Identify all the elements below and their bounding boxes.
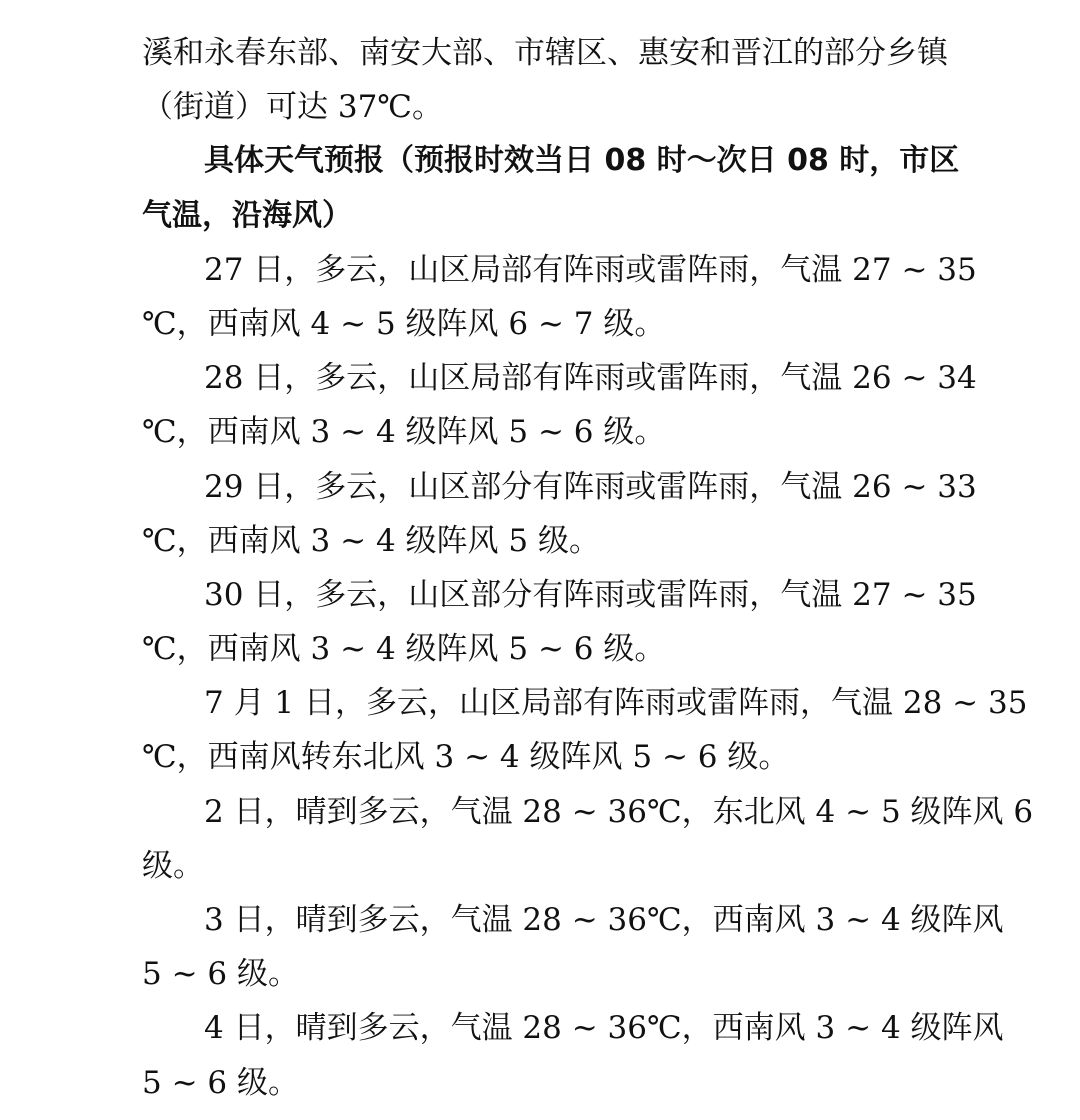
forecast-heading-line-2: 气温，沿海风） xyxy=(142,197,352,233)
forecast-28-line-1: 28 日，多云，山区局部有阵雨或雷阵雨，气温 26 ~ 34 xyxy=(204,360,977,397)
forecast-30-line-2: ℃，西南风 3 ~ 4 级阵风 5 ~ 6 级。 xyxy=(142,631,666,668)
forecast-3-line-1: 3 日，晴到多云，气温 28 ~ 36℃，西南风 3 ~ 4 级阵风 xyxy=(204,902,1004,938)
forecast-29-line-2: ℃，西南风 3 ~ 4 级阵风 5 级。 xyxy=(142,522,600,559)
forecast-4-line-2: 5 ~ 6 级。 xyxy=(142,1064,299,1101)
intro-line-1: 溪和永春东部、南安大部、市辖区、惠安和晋江的部分乡镇 xyxy=(142,35,948,71)
forecast-29-line-1: 29 日，多云，山区部分有阵雨或雷阵雨，气温 26 ~ 33 xyxy=(204,468,977,505)
forecast-jul1-line-1: 7 月 1 日，多云，山区局部有阵雨或雷阵雨，气温 28 ~ 35 xyxy=(204,685,1028,722)
forecast-2-line-2: 级。 xyxy=(142,847,204,884)
intro-line-2: （街道）可达 37℃。 xyxy=(142,89,443,126)
forecast-4-line-1: 4 日，晴到多云，气温 28 ~ 36℃，西南风 3 ~ 4 级阵风 xyxy=(204,1010,1004,1047)
forecast-3-line-2: 5 ~ 6 级。 xyxy=(142,956,299,993)
forecast-27-line-2: ℃，西南风 4 ~ 5 级阵风 6 ~ 7 级。 xyxy=(142,305,666,342)
forecast-2-line-1: 2 日，晴到多云，气温 28 ~ 36℃，东北风 4 ~ 5 级阵风 6 xyxy=(204,793,1034,830)
forecast-28-line-2: ℃，西南风 3 ~ 4 级阵风 5 ~ 6 级。 xyxy=(142,414,666,451)
forecast-heading-line-1: 具体天气预报（预报时效当日 08 时～次日 08 时，市区 xyxy=(204,143,960,179)
forecast-30-line-1: 30 日，多云，山区部分有阵雨或雷阵雨，气温 27 ~ 35 xyxy=(204,576,977,613)
forecast-27-line-1: 27 日，多云，山区局部有阵雨或雷阵雨，气温 27 ~ 35 xyxy=(204,251,977,288)
document-page xyxy=(142,26,1034,1110)
forecast-jul1-line-2: ℃，西南风转东北风 3 ~ 4 级阵风 5 ~ 6 级。 xyxy=(142,739,790,776)
